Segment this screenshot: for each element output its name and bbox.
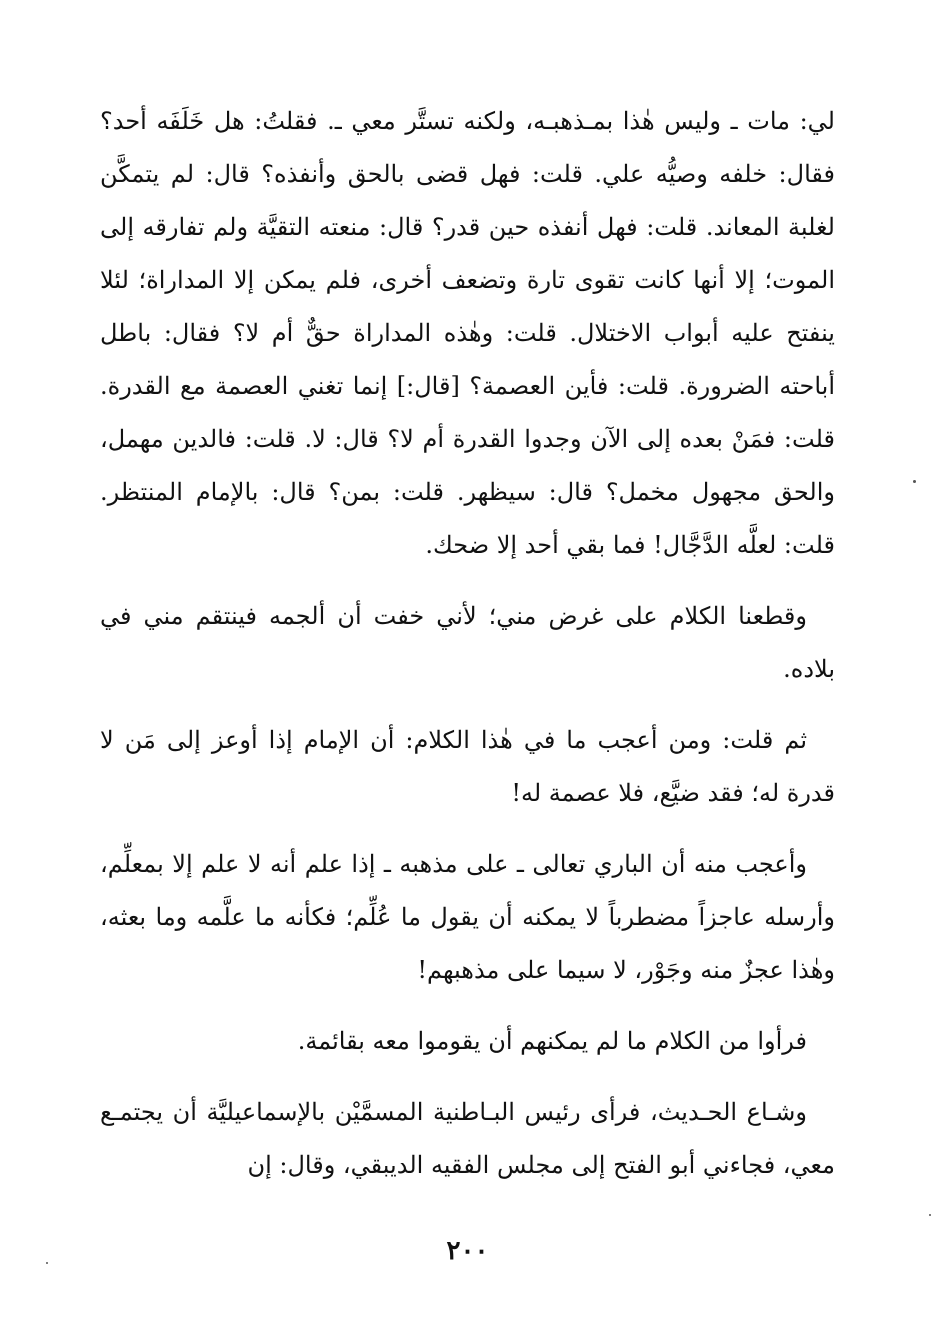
paragraph-2: وقطعنا الكلام على غرض مني؛ لأني خفت أن ألجمه فينتقم مني في بلاده.: [100, 602, 835, 683]
paragraph-4: وأعجب منه أن الباري تعالى ـ على مذهبه ـ إذا علم أنه لا علم إلا بمعلِّم، وأرسله عاجزاً مضطرباً لا يمكنه أن يقول ما عُلِّم؛ فكأنه ما علَّمه وما بعثه، وهٰذا عجزٌ منه وجَوْر، لا سيما على مذهبهم!: [100, 850, 835, 984]
scan-speck: [46, 1262, 48, 1264]
paragraph-5: فرأوا من الكلام ما لم يمكنهم أن يقوموا معه بقائمة.: [297, 1027, 807, 1055]
paragraph-1: لي: مات ـ وليس هٰذا بمـذهبـه، ولكنه تستَّر معي ـ. فقلتُ: هل خَلَفَه أحد؟ فقال: خلفه وصيُّه علي. قلت: فهل قضى بالحق وأنفذه؟ قال: لم يتمكَّن لغلبة المعاند. قلت: فهل أنفذه حين قدر؟ قال: منعته التقيَّة ولم تفارقه إلى الموت؛ إلا أنها كانت تقوى تارة وتضعف أخرى، فلم يمكن إلا المداراة؛ لئلا ينفتح عليه أبواب الاختلال. قلت: وهٰذه المداراة حقٌّ أم لا؟ فقال: باطل أباحته الضرورة. قلت: فأين العصمة؟ [قال:] إنما تغني العصمة مع القدرة. قلت: فمَنْ بعده إلى الآن وجدوا القدرة أم لا؟ قال: لا. قلت: فالدين مهمل، والحق مجهول مخمل؟ قال: سيظهر. قلت: بمن؟ قال: بالإمام المنتظر. قلت: لعلَّه الدَّجَّال! فما بقي أحد إلا ضحك.: [100, 107, 835, 559]
body-text: [100, 95, 835, 1192]
paragraph-6: وشـاع الحـديث، فرأى رئيس البـاطنية المسمَّيْن بالإسماعيليَّة أن يجتمـع معي، فجاءني أبو الفتح إلى مجلس الفقيه الديبقي، وقال: إن: [100, 1098, 835, 1179]
paragraph-3: ثم قلت: ومن أعجب ما في هٰذا الكلام: أن الإمام إذا أوعز إلى مَن لا قدرة له؛ فقد ضيَّع، فلا عصمة له!: [100, 726, 835, 807]
scan-speck: [929, 1214, 931, 1216]
page-number: ٢٠٠: [446, 1236, 489, 1266]
scan-speck: [913, 480, 916, 483]
